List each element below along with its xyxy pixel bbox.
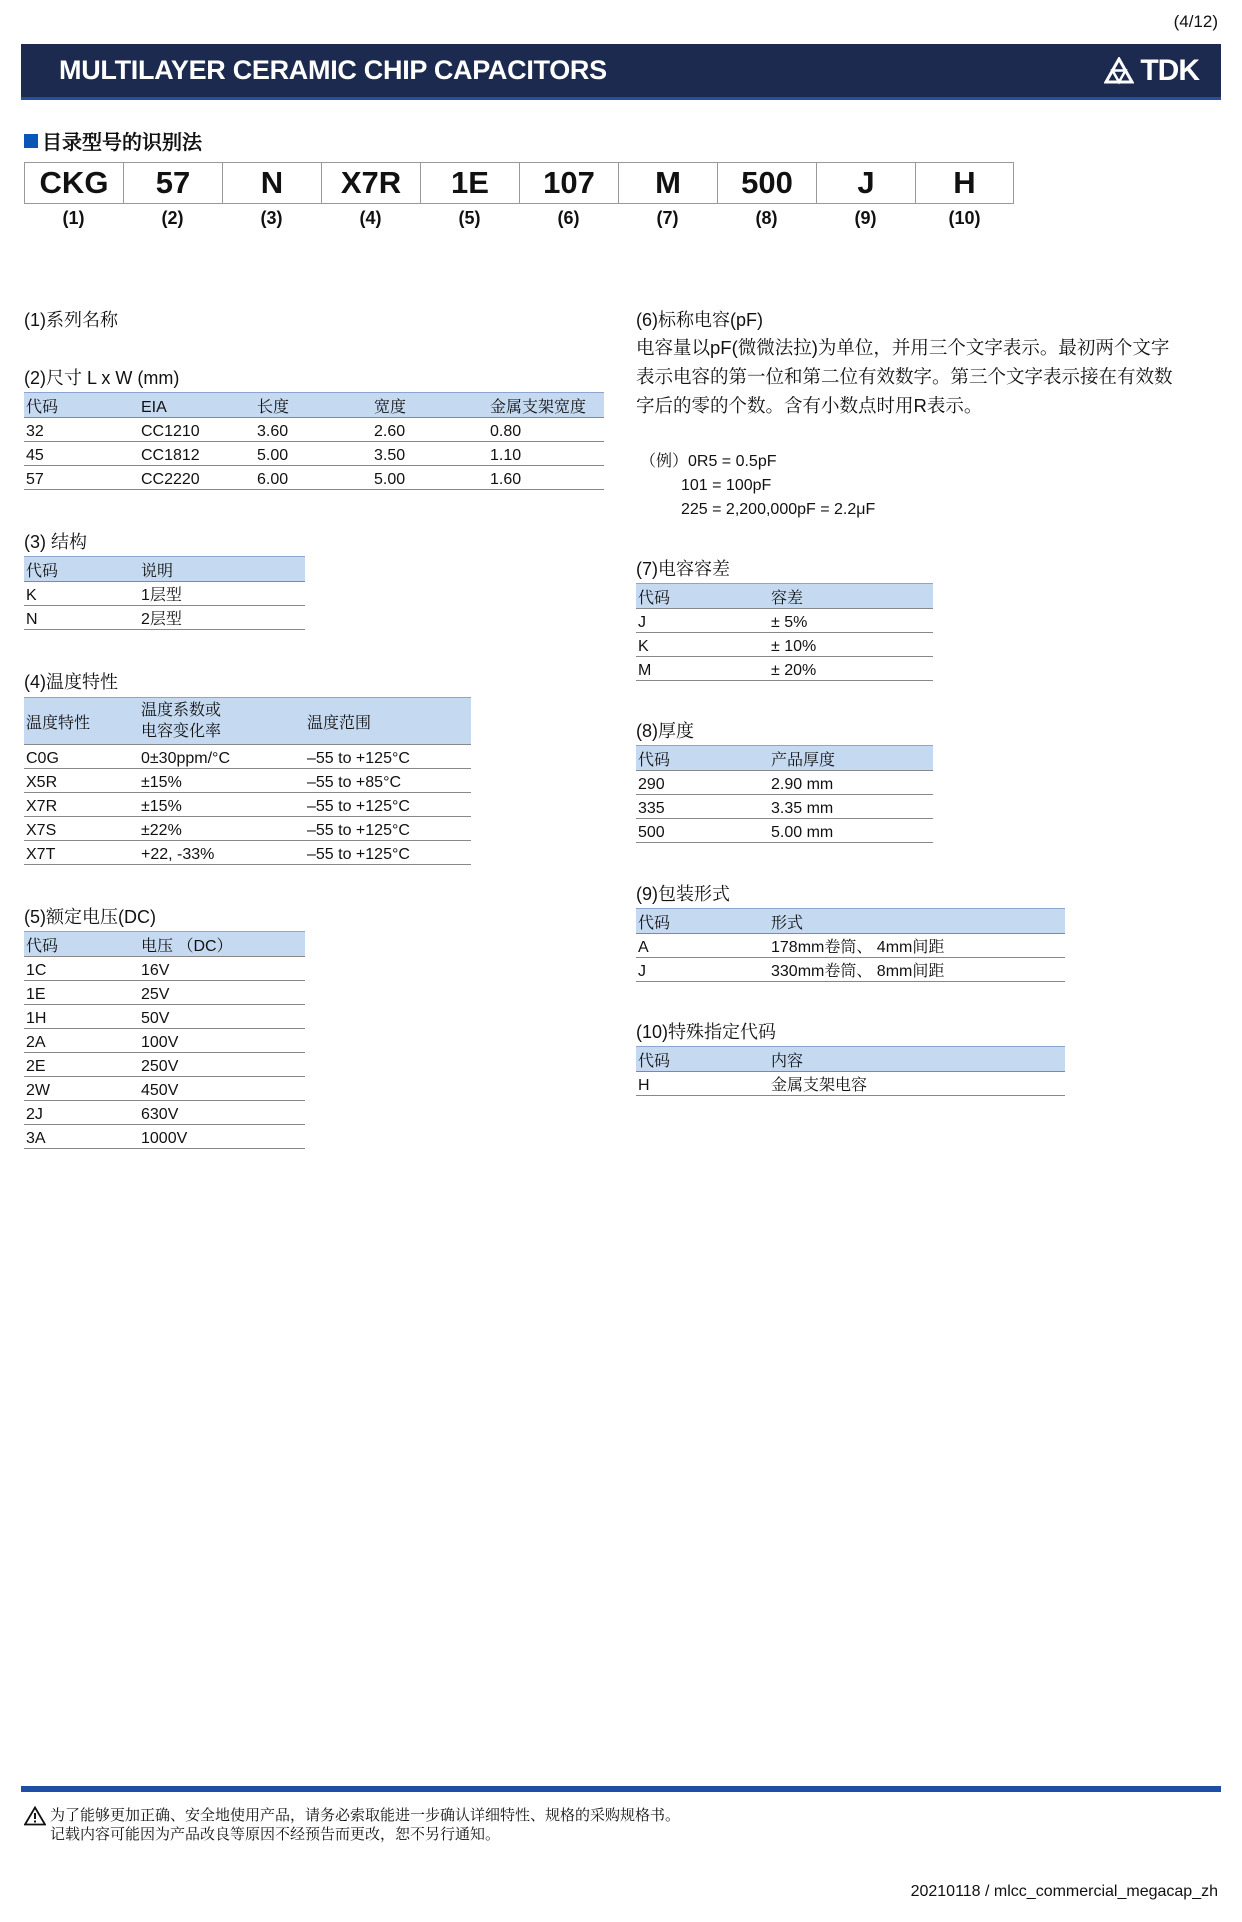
table-cell: 630V: [139, 1101, 305, 1125]
thickness-label: (8)厚度: [636, 721, 694, 741]
document-id: 20210118 / mlcc_commercial_megacap_zh: [910, 1883, 1218, 1900]
pn-index: (2): [161, 208, 184, 228]
table-row: [636, 819, 933, 843]
table-cell: X5R: [24, 769, 139, 793]
notice-lines: [50, 1806, 680, 1844]
table-header: 说明: [139, 557, 305, 582]
table-cell: 25V: [139, 981, 305, 1005]
table-cell: 0.80: [488, 418, 604, 442]
table-cell: ±15%: [139, 769, 305, 793]
table-cell: A: [636, 934, 769, 958]
series-name-label: (1)系列名称: [24, 310, 118, 330]
structure-label: (3) 结构: [24, 532, 87, 552]
table-cell: M: [636, 657, 769, 681]
nominal-cap-label: (6)标称电容(pF): [636, 310, 763, 330]
structure-table: [24, 556, 305, 630]
header-title: MULTILAYER CERAMIC CHIP CAPACITORS: [59, 55, 607, 85]
table-cell: 450V: [139, 1077, 305, 1101]
pn-code: J: [816, 162, 915, 204]
table-cell: X7T: [24, 841, 139, 865]
packaging-label: (9)包装形式: [636, 884, 730, 904]
special-code-table: [636, 1046, 1065, 1096]
table-cell: 1.60: [488, 466, 604, 490]
temp-char-label: (4)温度特性: [24, 672, 118, 692]
table-header: 形式: [769, 909, 1065, 934]
table-row: [636, 633, 933, 657]
table-header-line: 电容变化率: [141, 723, 222, 740]
temp-char-table: [24, 697, 471, 865]
table-cell: 0±30ppm/°C: [139, 745, 305, 769]
nominal-cap-examples: [640, 450, 875, 522]
example-line: （例）0R5 = 0.5pF: [640, 453, 777, 470]
pn-code: H: [915, 162, 1014, 204]
table-row: [636, 795, 933, 819]
table-cell: 335: [636, 795, 769, 819]
example-line: 101 = 100pF: [681, 477, 772, 494]
table-header-row: [636, 909, 1065, 934]
table-row: [24, 841, 471, 865]
tdk-logo: [1104, 54, 1199, 88]
table-cell: 178mm卷筒、 4mm间距: [769, 934, 1065, 958]
table-row: [24, 442, 604, 466]
table-cell: K: [636, 633, 769, 657]
table-row: [24, 1053, 305, 1077]
pn-code: 1E: [420, 162, 519, 204]
table-header: 代码: [636, 584, 769, 609]
rated-voltage-label: (5)额定电压(DC): [24, 907, 156, 927]
table-row: [636, 657, 933, 681]
table-cell: 5.00: [372, 466, 488, 490]
size-label: (2)尺寸 L x W (mm): [24, 368, 180, 388]
table-cell: 330mm卷筒、 8mm间距: [769, 958, 1065, 982]
table-row: [24, 957, 305, 981]
table-row: [24, 769, 471, 793]
table-header: 代码: [24, 557, 139, 582]
table-cell: 500: [636, 819, 769, 843]
table-row: [636, 934, 1065, 958]
notice-line: 记载内容可能因为产品改良等原因不经预告而更改，恕不另行通知。: [50, 1826, 501, 1843]
section-title: [24, 126, 202, 155]
table-row: [24, 981, 305, 1005]
pn-index: (5): [458, 208, 481, 228]
table-header-row: [24, 698, 471, 745]
table-header: 代码: [24, 393, 139, 418]
table-header: 代码: [636, 909, 769, 934]
table-cell: 1.10: [488, 442, 604, 466]
desc-line: 电容量以pF(微微法拉)为单位，并用三个文字表示。最初两个文字: [636, 337, 1170, 358]
rated-voltage-table: [24, 931, 305, 1149]
table-cell: 100V: [139, 1029, 305, 1053]
table-row: [24, 1077, 305, 1101]
table-header: 产品厚度: [769, 746, 933, 771]
table-row: [24, 745, 471, 769]
table-header-row: [24, 393, 604, 418]
table-header: 温度特性: [24, 698, 139, 745]
table-cell: –55 to +125°C: [305, 745, 471, 769]
pn-index: (10): [948, 208, 981, 228]
table-cell: 32: [24, 418, 139, 442]
part-number-boxes: [24, 162, 1014, 204]
table-cell: CC2220: [139, 466, 255, 490]
pn-index: (9): [854, 208, 877, 228]
table-row: [24, 1029, 305, 1053]
section-title-text: 目录型号的识别法: [42, 132, 202, 154]
warning-icon: [24, 1806, 46, 1826]
table-header: [139, 698, 305, 745]
table-cell: 3.60: [255, 418, 372, 442]
desc-line: 字后的零的个数。含有小数点时用R表示。: [636, 395, 983, 416]
table-cell: 2J: [24, 1101, 139, 1125]
table-cell: ± 10%: [769, 633, 933, 657]
thickness-table: [636, 745, 933, 843]
table-cell: 2W: [24, 1077, 139, 1101]
table-cell: 50V: [139, 1005, 305, 1029]
table-row: [636, 771, 933, 795]
table-cell: ±15%: [139, 793, 305, 817]
packaging-table: [636, 908, 1065, 982]
table-header-line: 温度系数或: [141, 702, 222, 719]
table-row: [24, 1005, 305, 1029]
table-cell: –55 to +85°C: [305, 769, 471, 793]
table-cell: X7S: [24, 817, 139, 841]
pn-code: 500: [717, 162, 816, 204]
table-row: [24, 418, 604, 442]
pn-code: 107: [519, 162, 618, 204]
footer-bar: [21, 1786, 1221, 1792]
pn-index: (8): [755, 208, 778, 228]
table-cell: CC1812: [139, 442, 255, 466]
table-cell: 6.00: [255, 466, 372, 490]
table-cell: 5.00: [255, 442, 372, 466]
footer-notice: [24, 1806, 680, 1844]
table-cell: ± 5%: [769, 609, 933, 633]
table-header: 代码: [636, 746, 769, 771]
tolerance-label: (7)电容容差: [636, 559, 730, 579]
table-cell: 2E: [24, 1053, 139, 1077]
table-row: [636, 1072, 1065, 1096]
header-banner: [21, 44, 1221, 100]
table-row: [24, 466, 604, 490]
pn-code: N: [222, 162, 321, 204]
page-number: (4/12): [1173, 12, 1218, 31]
nominal-cap-desc: [636, 333, 1173, 420]
pn-index: (7): [656, 208, 679, 228]
table-cell: 250V: [139, 1053, 305, 1077]
pn-code: M: [618, 162, 717, 204]
logo-text: TDK: [1140, 54, 1199, 87]
table-cell: J: [636, 958, 769, 982]
table-cell: N: [24, 606, 139, 630]
table-header: 金属支架宽度: [488, 393, 604, 418]
table-row: [24, 582, 305, 606]
table-cell: 金属支架电容: [769, 1072, 1065, 1096]
table-cell: H: [636, 1072, 769, 1096]
table-header: 温度范围: [305, 698, 471, 745]
desc-line: 表示电容的第一位和第二位有效数字。第三个文字表示接在有效数: [636, 366, 1173, 387]
table-header: 电压 （DC）: [139, 932, 305, 957]
table-cell: –55 to +125°C: [305, 817, 471, 841]
table-header: 内容: [769, 1047, 1065, 1072]
table-header: EIA: [139, 393, 255, 418]
table-cell: 5.00 mm: [769, 819, 933, 843]
table-header: 容差: [769, 584, 933, 609]
table-cell: 45: [24, 442, 139, 466]
pn-index: (1): [62, 208, 85, 228]
table-row: [24, 606, 305, 630]
table-row: [24, 817, 471, 841]
table-row: [24, 1125, 305, 1149]
table-cell: 3.35 mm: [769, 795, 933, 819]
table-cell: 2.90 mm: [769, 771, 933, 795]
table-cell: +22, -33%: [139, 841, 305, 865]
table-header: 代码: [24, 932, 139, 957]
table-cell: X7R: [24, 793, 139, 817]
size-table: [24, 392, 604, 490]
table-cell: 290: [636, 771, 769, 795]
part-number-indices: [24, 208, 1014, 229]
table-cell: J: [636, 609, 769, 633]
example-line: 225 = 2,200,000pF = 2.2μF: [681, 501, 876, 518]
table-header: 代码: [636, 1047, 769, 1072]
table-cell: ± 20%: [769, 657, 933, 681]
table-row: [24, 793, 471, 817]
pn-code: X7R: [321, 162, 420, 204]
table-cell: 3.50: [372, 442, 488, 466]
table-header-row: [636, 1047, 1065, 1072]
table-header: 长度: [255, 393, 372, 418]
table-cell: 2层型: [139, 606, 305, 630]
table-row: [636, 958, 1065, 982]
table-cell: 16V: [139, 957, 305, 981]
table-cell: 1H: [24, 1005, 139, 1029]
table-cell: 1层型: [139, 582, 305, 606]
notice-line: 为了能够更加正确、安全地使用产品，请务必索取能进一步确认详细特性、规格的采购规格书。: [50, 1807, 681, 1824]
special-code-label: (10)特殊指定代码: [636, 1022, 777, 1042]
table-cell: CC1210: [139, 418, 255, 442]
table-header-row: [636, 746, 933, 771]
table-cell: C0G: [24, 745, 139, 769]
table-cell: 2A: [24, 1029, 139, 1053]
table-cell: 1E: [24, 981, 139, 1005]
table-header: 宽度: [372, 393, 488, 418]
pn-code: CKG: [24, 162, 123, 204]
square-bullet-icon: [24, 134, 38, 148]
pn-code: 57: [123, 162, 222, 204]
pn-index: (4): [359, 208, 382, 228]
table-cell: 1C: [24, 957, 139, 981]
table-row: [24, 1101, 305, 1125]
table-header-row: [24, 932, 305, 957]
table-cell: 3A: [24, 1125, 139, 1149]
table-cell: 2.60: [372, 418, 488, 442]
table-cell: –55 to +125°C: [305, 793, 471, 817]
table-cell: K: [24, 582, 139, 606]
table-header-row: [636, 584, 933, 609]
table-cell: 57: [24, 466, 139, 490]
pn-index: (6): [557, 208, 580, 228]
table-cell: 1000V: [139, 1125, 305, 1149]
table-row: [636, 609, 933, 633]
tolerance-table: [636, 583, 933, 681]
table-cell: ±22%: [139, 817, 305, 841]
pn-index: (3): [260, 208, 283, 228]
table-header-row: [24, 557, 305, 582]
table-cell: –55 to +125°C: [305, 841, 471, 865]
tdk-logo-icon: [1104, 57, 1134, 85]
